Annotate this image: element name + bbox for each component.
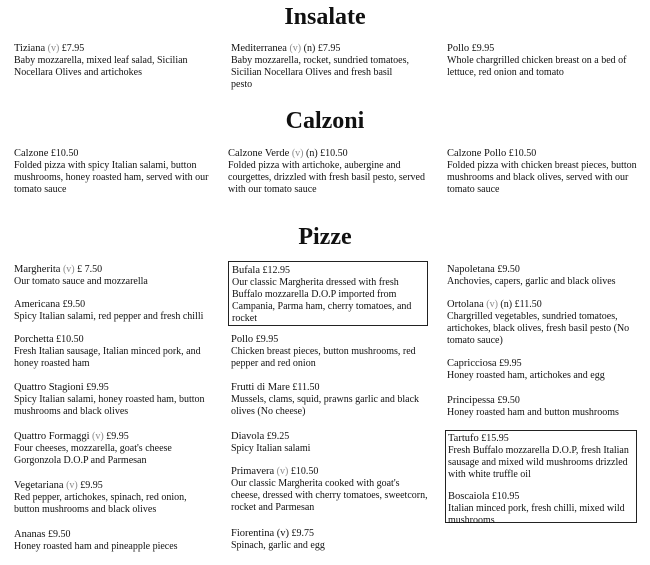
heading-calzoni: Calzoni (285, 108, 365, 134)
item-description: Red pepper, artichokes, spinach, red onion, button mushrooms and black olives (14, 492, 187, 515)
heading-pizze: Pizze (298, 224, 352, 250)
menu-item-calzone-pollo (447, 147, 642, 196)
item-price: £9.95 (106, 431, 129, 442)
item-price: £9.95 (80, 480, 103, 491)
veg-marker: (v) (47, 43, 60, 54)
nut-marker: (n) (303, 43, 316, 54)
item-name: Mediterranea (231, 43, 287, 54)
item-name: Principessa (447, 395, 495, 406)
menu-item-napoletana (447, 263, 642, 288)
item-name: Diavola (231, 431, 265, 442)
item-description: Spicy Italian salami (231, 443, 311, 454)
item-description: Italian minced pork, fresh chilli, mixed wild mushrooms (448, 503, 625, 526)
nut-marker: (n) (306, 148, 318, 159)
menu-item-vegetariana (14, 479, 214, 516)
veg-marker: (v) (92, 431, 104, 442)
item-price: £11.50 (292, 382, 320, 393)
item-price: £15.95 (481, 433, 509, 444)
item-price: £10.50 (320, 148, 348, 159)
menu-item-diavola (231, 430, 421, 455)
veg-marker: (v) (486, 299, 498, 310)
item-price: £10.50 (508, 148, 537, 159)
item-name: Calzone Pollo (447, 148, 507, 159)
item-price: £10.50 (56, 334, 84, 345)
item-description: Our classic Margherita dressed with fresh Buffalo mozzarella D.O.P imported from Campania, Parma ham, cherry tomatoes, and rocket (232, 277, 412, 324)
item-name: Ananas (14, 529, 46, 540)
item-price: £12.95 (262, 265, 290, 276)
item-description: Anchovies, capers, garlic and black olives (447, 276, 616, 287)
menu-item-primavera (231, 465, 431, 514)
menu-item-tiziana (14, 42, 204, 79)
menu-item-margherita (14, 263, 214, 288)
item-description: Honey roasted ham and pineapple pieces (14, 541, 178, 552)
item-price: £9.25 (266, 431, 290, 442)
item-name: Calzone Verde (228, 148, 290, 159)
item-name: Primavera (231, 466, 275, 477)
item-price: £9.95 (86, 382, 109, 393)
item-description: Spicy Italian salami, honey roasted ham, button mushrooms and black olives (14, 394, 205, 417)
nut-marker: (n) (500, 299, 513, 310)
item-name: Napoletana (447, 264, 495, 275)
veg-marker: (v) (62, 264, 75, 275)
menu-item-capricciosa (447, 357, 642, 382)
menu-item-mediterranea (231, 42, 411, 91)
menu-item-ananas (14, 528, 214, 553)
menu-item-porchetta (14, 333, 214, 370)
item-description: Mussels, clams, squid, prawns garlic and black olives (No cheese) (231, 394, 420, 417)
item-name: Pollo (447, 43, 470, 54)
menu-item-tartufo-featured (445, 430, 637, 483)
item-price: £ 7.50 (77, 264, 103, 275)
item-name: Capricciosa (447, 358, 497, 369)
item-name: Frutti di Mare (231, 382, 290, 393)
menu-item-boscaiola-featured (445, 483, 637, 526)
veg-marker: (v) (291, 148, 304, 159)
item-name: Vegetariana (14, 480, 64, 491)
item-price: £7.95 (317, 43, 341, 54)
item-description: Fresh Buffalo mozzarella D.O.P, fresh Italian sausage and mixed wild mushrooms drizzled with white truffle oil (448, 445, 629, 480)
item-name: Tiziana (14, 43, 46, 54)
item-name: Pollo (231, 334, 254, 345)
item-name: Boscaiola (448, 491, 490, 502)
item-name: Tartufo (448, 433, 479, 444)
menu-item-americana (14, 298, 214, 323)
item-price: £9.95 (499, 358, 522, 369)
item-description: Honey roasted ham and button mushrooms (447, 407, 619, 418)
heading-insalate: Insalate (284, 4, 366, 30)
menu-item-frutti-di-mare (231, 381, 421, 418)
item-description: Our classic Margherita cooked with goat's cheese, dressed with cherry tomatoes, sweetcorn, rocket and Parmesan (231, 478, 428, 513)
menu-item-calzone-verde (228, 147, 426, 196)
item-price: £9.50 (497, 264, 520, 275)
item-name: Quattro Stagioni (14, 382, 84, 393)
item-name: Ortolana (447, 299, 484, 310)
menu-item-quattro-stagioni (14, 381, 214, 418)
item-description: Our tomato sauce and mozzarella (14, 276, 148, 287)
item-description: Folded pizza with chicken breast pieces, button mushrooms and black olives, served with our tomato sauce (447, 160, 637, 195)
item-price: £9.50 (497, 395, 520, 406)
menu-item-calzone (14, 147, 214, 196)
item-description: Folded pizza with spicy Italian salami, button mushrooms, honey roasted ham, served with our tomato sauce (14, 160, 209, 195)
menu-item-fiorentina (231, 527, 421, 552)
item-price: £9.95 (471, 43, 495, 54)
item-name: Calzone (14, 148, 49, 159)
item-description: Four cheeses, mozzarella, goat's cheese Gorgonzola D.O.P and Parmesan (14, 443, 172, 466)
item-price: £10.95 (491, 491, 520, 502)
item-description: Fresh Italian sausage, Italian minced pork, and honey roasted ham (14, 346, 201, 369)
menu-item-bufala-featured (228, 261, 428, 326)
item-description: Baby mozzarella, mixed leaf salad, Sicilian Nocellara Olives and artichokes (14, 55, 188, 78)
item-description: Baby mozzarella, rocket, sundried tomatoes, Sicilian Nocellara Olives and fresh basil pesto (231, 55, 409, 90)
item-description: Spicy Italian salami, red pepper and fresh chilli (14, 311, 204, 322)
item-name: Porchetta (14, 334, 54, 345)
item-description: Folded pizza with artichoke, aubergine and courgettes, drizzled with fresh basil pesto, served with our tomato sauce (228, 160, 425, 195)
menu-item-ortolana (447, 298, 639, 347)
item-name: Bufala (232, 265, 260, 276)
item-price: £9.50 (62, 299, 86, 310)
veg-marker: (v) (289, 43, 302, 54)
item-price: £9.75 (291, 528, 315, 539)
item-name: Fiorentina (v) (231, 528, 290, 539)
menu-item-pollo-salad (447, 42, 637, 79)
item-name: Margherita (14, 264, 61, 275)
item-price: £9.50 (48, 529, 71, 540)
item-name: Americana (14, 299, 61, 310)
item-description: Whole chargrilled chicken breast on a bed of lettuce, red onion and tomato (447, 55, 627, 78)
item-name: Quattro Formaggi (14, 431, 90, 442)
item-price: £9.95 (255, 334, 279, 345)
item-price: £10.50 (50, 148, 79, 159)
menu-item-pollo-pizza (231, 333, 421, 370)
item-price: £11.50 (514, 299, 542, 310)
item-description: Spinach, garlic and egg (231, 540, 325, 551)
item-price: £10.50 (290, 466, 319, 477)
menu-item-principessa (447, 394, 647, 419)
item-description: Honey roasted ham, artichokes and egg (447, 370, 605, 381)
item-price: £7.95 (61, 43, 85, 54)
item-description: Chicken breast pieces, button mushrooms, red pepper and red onion (231, 346, 416, 369)
veg-marker: (v) (276, 466, 289, 477)
item-description: Chargrilled vegetables, sundried tomatoes, artichokes, black olives, fresh basil pesto (No tomato sauce) (447, 311, 630, 346)
veg-marker: (v) (66, 480, 78, 491)
menu-item-quattro-formaggi (14, 430, 219, 467)
